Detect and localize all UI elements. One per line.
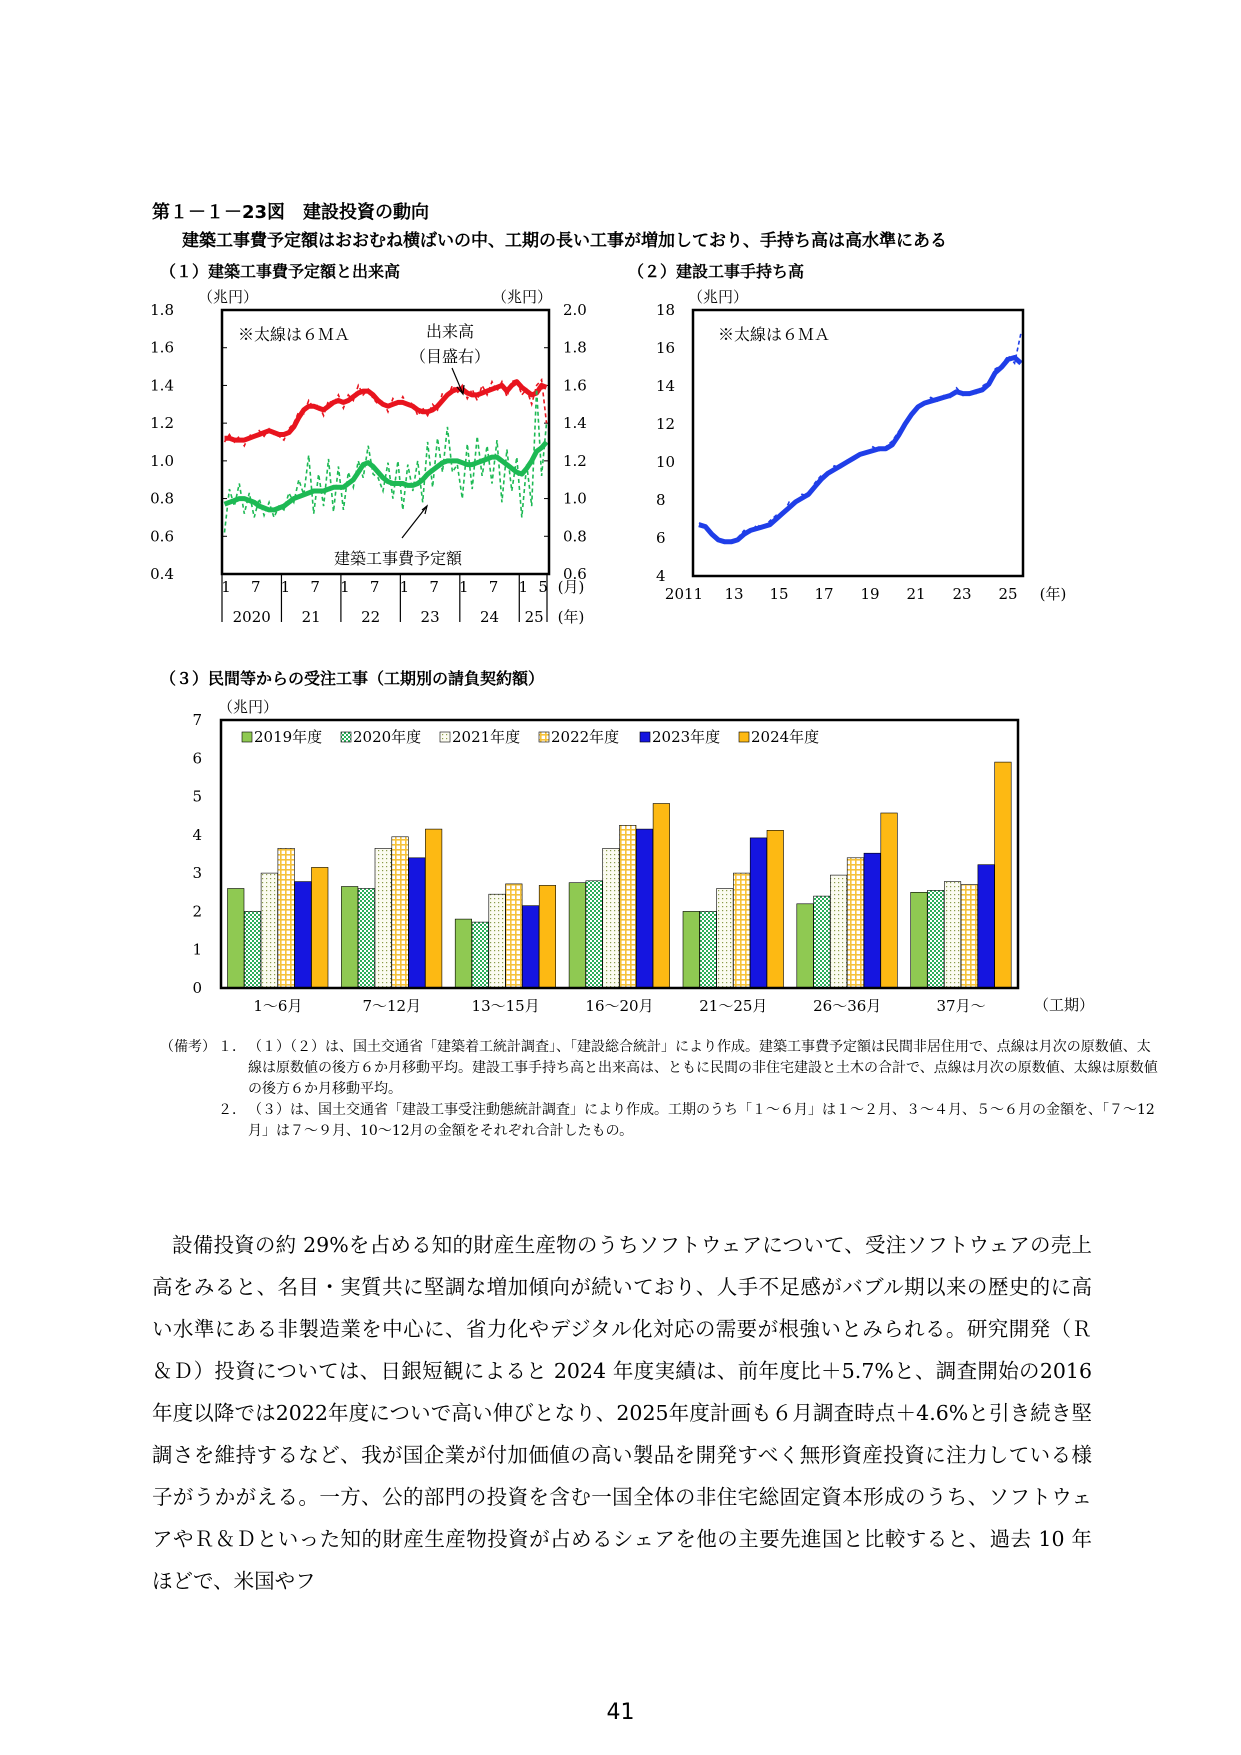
- p3-category-label: 1～6月: [253, 997, 303, 1015]
- p3-bar: [392, 837, 409, 988]
- p1-left-tick: 0.8: [150, 489, 174, 508]
- p1-month-tick: 7: [310, 578, 320, 596]
- p2-x-tick: 21: [906, 585, 926, 603]
- p3-y-tick: 4: [192, 825, 202, 844]
- p3-legend-swatch: [739, 732, 749, 742]
- p1-label-planned: 建築工事費予定額: [333, 549, 463, 568]
- p2-series-monthly: [699, 333, 1021, 544]
- note-2-text: （３）は、国土交通省「建設工事受注動態統計調査」により作成。工期のうち「１～６月」は１～２月、３～４月、５～６月の金額を、「７～12月」は７～９月、10～12月の金額をそれぞれ合計したもの。: [248, 1102, 1155, 1139]
- p2-y-tick: 8: [656, 491, 666, 509]
- p1-right-tick: 0.8: [563, 527, 587, 546]
- p1-right-tick: 1.2: [563, 451, 587, 470]
- p3-bar: [569, 883, 586, 988]
- p2-x-tick: 17: [814, 585, 834, 603]
- p3-legend-label: 2023年度: [652, 728, 721, 746]
- p1-year-unit: (年): [557, 608, 585, 626]
- p1-arrow-planned: [402, 506, 427, 538]
- p1-left-tick: 0.6: [150, 527, 174, 546]
- p3-bar: [603, 848, 620, 988]
- p2-y-tick: 12: [656, 415, 676, 433]
- p2-y-tick: 6: [656, 529, 666, 547]
- p3-bar: [539, 885, 556, 988]
- page-number: 41: [606, 1700, 635, 1725]
- p3-bar: [358, 889, 375, 989]
- p3-bar: [911, 892, 928, 988]
- p2-unit: （兆円）: [687, 288, 749, 306]
- p3-bar: [341, 887, 358, 989]
- p3-bar: [767, 830, 784, 988]
- p2-y-tick: 18: [656, 301, 676, 319]
- p1-label-output-sub: （目盛右）: [409, 347, 491, 366]
- p1-month-tick: 7: [369, 578, 380, 596]
- p1-right-tick: 2.0: [563, 301, 587, 319]
- p3-bar: [375, 848, 392, 988]
- note-1-num: １．: [218, 1039, 246, 1055]
- p2-y-tick: 4: [656, 567, 666, 585]
- p1-right-tick: 1.0: [563, 489, 587, 508]
- p1-month-tick: 1: [280, 578, 291, 596]
- p2-x-tick: 13: [724, 585, 744, 603]
- p3-bar: [881, 813, 898, 988]
- p3-category-label: 16～20月: [585, 997, 654, 1015]
- p1-ma-note: ※太線は６ＭＡ: [238, 325, 351, 344]
- p2-x-unit: (年): [1039, 585, 1067, 603]
- p3-bar: [847, 858, 864, 988]
- p3-bar: [312, 867, 329, 988]
- p3-bar: [978, 865, 995, 988]
- p1-right-unit: （兆円）: [491, 288, 553, 306]
- p1-left-tick: 0.4: [150, 565, 174, 583]
- p2-x-tick: 2011: [664, 585, 704, 603]
- p3-legend-label: 2024年度: [751, 728, 820, 746]
- p1-year-tick: 21: [301, 608, 321, 626]
- p1-year-tick: 23: [420, 608, 440, 626]
- p1-month-unit: (月): [557, 578, 585, 596]
- panel2-chart: [650, 284, 1090, 624]
- p3-y-tick: 3: [192, 864, 202, 883]
- p3-legend-label: 2020年度: [353, 728, 422, 746]
- p1-month-tick: 7: [250, 578, 261, 596]
- p3-bar: [995, 762, 1012, 988]
- notes-label: （備考）: [160, 1039, 216, 1055]
- p3-bar: [928, 890, 945, 988]
- note-2-num: ２．: [218, 1102, 246, 1118]
- p3-bar: [472, 922, 489, 988]
- p3-y-tick: 6: [192, 749, 202, 768]
- panel2-title: （２）建設工事手持ち高: [628, 262, 805, 281]
- p3-legend-swatch: [640, 732, 650, 742]
- p3-bar: [814, 896, 831, 988]
- body-paragraph: 設備投資の約 29%を占める知的財産生産物のうちソフトウェアについて、受注ソフトウェアの売上高をみると、名目・実質共に堅調な増加傾向が続いており、人手不足感がバブル期以来の歴史的に高い水準にある非製造業を中心に、省力化やデジタル化対応の需要が根強いとみられる。研究開発（Ｒ＆Ｄ）投資については、日銀短観によると 2024 年度実績は、前年度比＋5.7%と、調査開始の2016年度以降では2022年度についで高い伸びとなり、2025年度計画も６月調査時点＋4.6%と引き続き堅調さを維持するなど、我が国企業が付加価値の高い製品を開発すべく無形資産投資に注力している様子がうかがえる。一方、公的部門の投資を含む一国全体の非住宅総固定資本形成のうち、ソフトウェアやＲ＆Ｄといった知的財産生産物投資が占めるシェアを他の主要先進国と比較すると、過去 10 年ほどで、米国やフ: [152, 1233, 1092, 1593]
- note-1-text: （１）（２）は、国土交通省「建築着工統計調査」、「建設総合統計」により作成。建築工事費予定額は民間非居住用で、点線は月次の原数値、太線は原数値の後方６か月移動平均。建設工事手持ち高と出来高は、ともに民間の非住宅建設と土木の合計で、点線は月次の原数値、太線は原数値の後方６か月移動平均。: [248, 1039, 1158, 1097]
- p1-year-tick: 2020: [232, 608, 271, 626]
- p3-bar: [455, 919, 472, 988]
- p1-year-tick: 22: [361, 608, 381, 626]
- p3-category-label: 13～15月: [471, 997, 540, 1015]
- p1-left-unit: （兆円）: [197, 288, 259, 306]
- p3-y-tick: 2: [192, 902, 202, 921]
- p3-legend-swatch: [242, 732, 252, 742]
- panel3-chart: [150, 694, 1110, 1024]
- p3-bar: [586, 881, 603, 988]
- p1-month-tick: 1: [340, 578, 350, 596]
- p3-bar: [944, 882, 961, 988]
- p3-bar: [733, 873, 750, 988]
- p1-left-tick: 1.8: [150, 301, 174, 319]
- figure-subtitle: 建築工事費予定額はおおむね横ばいの中、工期の長い工事が増加しており、手持ち高は高水準にある: [182, 231, 947, 251]
- p3-y-tick: 5: [192, 787, 202, 806]
- p3-category-label: 21～25月: [699, 997, 768, 1015]
- p3-bar: [864, 853, 881, 988]
- p3-bar: [489, 894, 506, 988]
- p3-bar: [750, 838, 767, 988]
- p2-x-tick: 15: [769, 585, 789, 603]
- p3-bar: [830, 875, 847, 988]
- p1-year-tick: 25: [524, 608, 544, 626]
- p1-month-tick: 5: [538, 578, 548, 596]
- p1-left-tick: 1.2: [150, 414, 174, 433]
- p2-y-tick: 10: [656, 453, 676, 471]
- panel1-chart: [150, 284, 610, 644]
- p1-right-tick: 0.6: [563, 565, 587, 583]
- p2-y-tick: 16: [656, 339, 676, 357]
- p1-right-tick: 1.8: [563, 338, 587, 357]
- p3-legend-swatch: [440, 732, 450, 742]
- p3-x-unit: （工期）: [1033, 996, 1095, 1014]
- p3-bar: [620, 825, 637, 988]
- p3-bar: [961, 885, 978, 988]
- notes: [160, 1037, 1160, 1142]
- p3-bar: [244, 911, 260, 988]
- p1-month-tick: 1: [518, 578, 529, 596]
- p1-left-tick: 1.0: [150, 451, 174, 470]
- panel3-title: （３）民間等からの受注工事（工期別の請負契約額）: [160, 669, 545, 688]
- p3-bar: [653, 804, 670, 989]
- p1-month-tick: 1: [459, 578, 469, 596]
- p1-left-tick: 1.4: [150, 376, 174, 395]
- p1-label-output: 出来高: [425, 322, 475, 341]
- p2-x-tick: 19: [860, 585, 880, 603]
- p3-y-tick: 7: [192, 711, 202, 729]
- p2-x-tick: 25: [998, 585, 1018, 603]
- p3-legend-label: 2019年度: [254, 728, 323, 746]
- panel1-title: （１）建築工事費予定額と出来高: [160, 262, 401, 281]
- p1-year-tick: 24: [479, 608, 500, 626]
- p3-unit: （兆円）: [217, 698, 279, 716]
- p3-category-label: 26～36月: [813, 997, 882, 1015]
- p3-bar: [636, 829, 653, 988]
- p3-bar: [717, 889, 734, 989]
- p3-legend-label: 2021年度: [452, 728, 521, 746]
- p3-bar: [295, 882, 312, 988]
- p1-month-tick: 7: [488, 578, 499, 596]
- p3-bar: [797, 904, 814, 988]
- p1-month-tick: 7: [429, 578, 439, 596]
- p2-ma-note: ※太線は６ＭＡ: [718, 325, 831, 344]
- p1-right-tick: 1.4: [563, 414, 587, 433]
- p3-bar: [409, 858, 426, 988]
- p3-bar: [700, 911, 717, 988]
- p1-month-tick: 1: [221, 578, 231, 596]
- p3-category-label: 7～12月: [362, 997, 422, 1015]
- p3-bar: [506, 884, 522, 988]
- p3-legend-swatch: [539, 732, 549, 742]
- p3-bar: [425, 829, 442, 988]
- p1-month-tick: 1: [399, 578, 410, 596]
- p3-y-tick: 1: [192, 940, 202, 959]
- p1-right-tick: 1.6: [563, 376, 587, 395]
- p3-bar: [522, 906, 539, 988]
- p3-bar: [278, 848, 295, 988]
- p1-frame: [222, 310, 549, 574]
- p2-y-tick: 14: [656, 377, 676, 395]
- p3-category-label: 37月～: [936, 997, 986, 1015]
- p2-series-ma6: [699, 358, 1021, 542]
- p3-legend-label: 2022年度: [551, 728, 620, 746]
- p1-left-tick: 1.6: [150, 338, 174, 357]
- p1-series-monthly-right: [225, 380, 547, 446]
- p3-legend-swatch: [341, 732, 351, 742]
- p3-bar: [261, 873, 278, 988]
- figure-title: 第１－１－23図 建設投資の動向: [152, 202, 430, 223]
- p3-bar: [683, 911, 700, 988]
- p3-y-tick: 0: [192, 979, 202, 997]
- p2-x-tick: 23: [952, 585, 972, 603]
- p3-bar: [228, 889, 245, 989]
